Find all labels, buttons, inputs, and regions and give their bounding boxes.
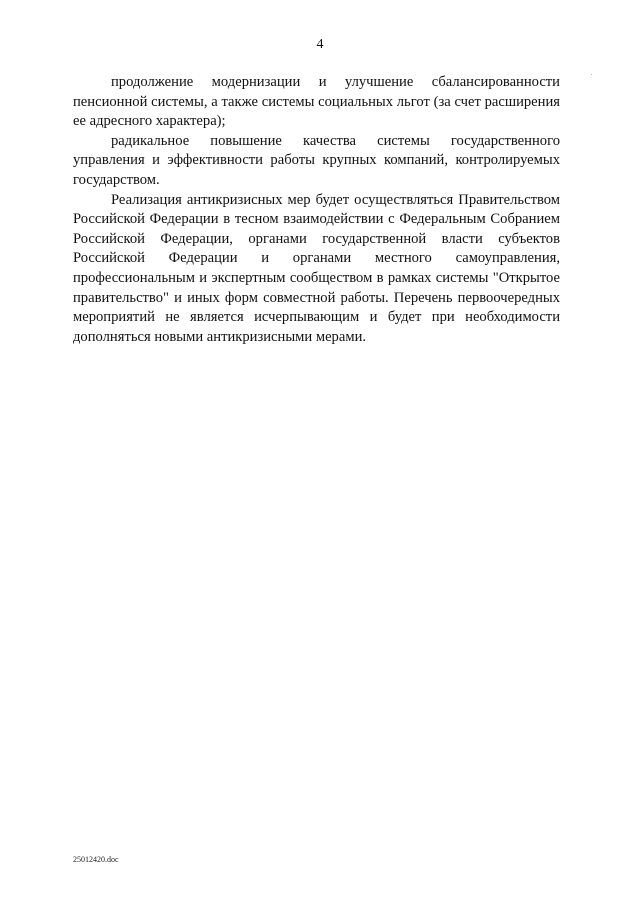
paragraph-pension-modernization: продолжение модернизации и улучшение сбалансированности пенсионной системы, а также системы социальных льгот (за счет расширения ее адресного характера); xyxy=(73,74,560,130)
paragraph-anticrisis-implementation: Реализация антикризисных мер будет осуществляться Правительством Российской Федерации в тесном взаимодействии с Федеральным Собранием Российской Федерации, органами государственной власти субъектов Российской Федерации и органами местного самоуправления, профессиональным и экспертным сообществом в рамках системы "Открытое правительство" и иных форм совместной работы. Перечень первоочередных мероприятий не является исчерпывающим и будет при необходимости дополняться новыми антикризисными мерами. xyxy=(73,191,560,345)
footer-filename: 25012420.doc xyxy=(73,855,119,864)
margin-mark xyxy=(591,74,592,75)
paragraph-government-quality: радикальное повышение качества системы государственного управления и эффективности работы крупных компаний, контролируемых государством. xyxy=(73,132,560,188)
document-body xyxy=(73,73,560,347)
page-number: 4 xyxy=(316,37,324,52)
